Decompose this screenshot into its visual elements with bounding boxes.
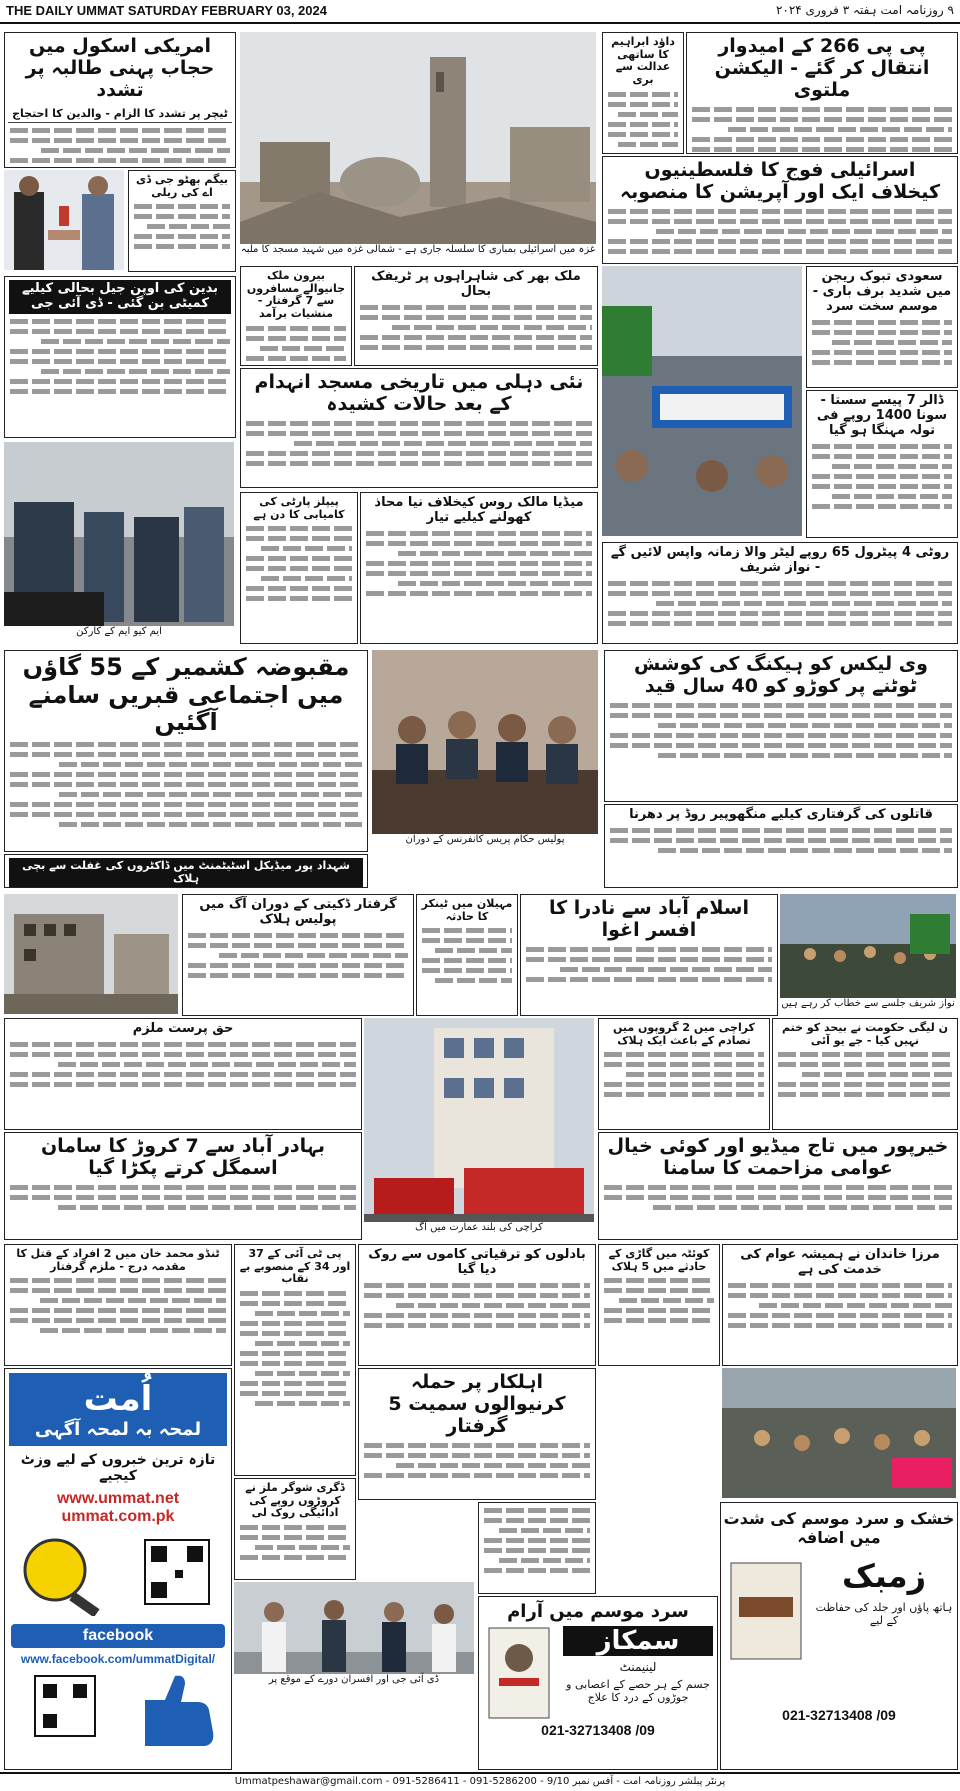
headline: ڈگری شوگر ملز نے کروڑوں روپے کی ادائیگی روک لی <box>245 1481 345 1520</box>
headline: کراچی میں 2 گروپوں میں تصادم کے باعث ایک ہلاک <box>613 1021 755 1047</box>
story-pdp <box>234 1244 356 1476</box>
simkaz-product-image <box>479 1622 559 1722</box>
simkaz-sub: لینیمنٹ <box>619 1660 657 1674</box>
headline: ملک بھر کی شاہراہوں پر ٹریفک بحال <box>371 269 581 299</box>
story-strike <box>598 1018 770 1130</box>
headline: بیگم بھٹو جی ڈی اے کی ریلی <box>136 173 228 199</box>
headline: پی پی 266 کے امیدوار انتقال کر گئے - الیکشن ملتوی <box>714 35 930 101</box>
story-petrol <box>602 542 958 644</box>
headline: خیرپور میں تاج میڈیو اور کوئی خیال عوامی مزاحمت کا سامنا <box>607 1135 949 1179</box>
rally-crowd-photo <box>780 894 956 1014</box>
headline: بیرون ملک جانیوالے مسافروں سے 7 گرفتار - منشیات برآمد <box>246 269 346 320</box>
masthead <box>0 0 960 24</box>
headline: بادلوں کو ترقیاتی کاموں سے روک دیا گیا <box>368 1247 586 1277</box>
headline: قاتلوں کی گرفتاری کیلیے منگھوپیر روڈ پر دھرنا <box>629 807 933 822</box>
photo-crowd-bottom <box>722 1368 956 1498</box>
ummat-logo-box <box>9 1373 227 1446</box>
ummat-logo: اُمت <box>83 1379 153 1419</box>
photo-officials <box>234 1582 474 1690</box>
gaza-rubble-photo <box>240 32 596 260</box>
story-dollar <box>806 390 958 538</box>
story-thieves <box>604 804 958 888</box>
story-tanker <box>416 894 518 1016</box>
photo-handshake <box>4 170 124 270</box>
protest-banner-photo <box>602 266 802 536</box>
story-torture <box>4 1244 232 1366</box>
story-hijab <box>4 32 236 168</box>
headline: وی لیکس کو ہیکنگ کی کوشش ٹوٹنے پر کوڑو کو 40 سال قید <box>634 653 928 697</box>
headline: روٹی 4 پیٹرول 65 روپے لیٹر والا زمانہ واپس لائیں گے - نواز شریف <box>610 545 950 575</box>
story-opinion <box>772 1018 958 1130</box>
headline: پیپلز پارٹی کی کامیابی کا دن ہے <box>253 495 345 521</box>
story-accident <box>598 1244 720 1366</box>
simkaz-phone: 021-32713408 /09 <box>541 1722 655 1738</box>
story-mirza <box>722 1244 958 1366</box>
headline: گرفتار ڈکیتی کے دوران آگ میں پولیس ہلاک <box>199 897 397 927</box>
ummat-url-2[interactable]: ummat.com.pk <box>61 1508 175 1525</box>
story-police <box>182 894 414 1016</box>
photo-ruined-building <box>4 894 178 1014</box>
headline: مرزا خاندان نے ہمیشہ عوام کی خدمت کی ہے <box>740 1247 940 1277</box>
story-pti <box>240 492 358 644</box>
story-university <box>602 32 684 154</box>
story-hathi <box>358 1368 596 1500</box>
facebook-url[interactable]: www.facebook.com/ummatDigital/ <box>20 1652 216 1666</box>
simkaz-text: جسم کے ہر حصے کے اعصابی و جوڑوں کے درد کا علاج <box>566 1678 710 1704</box>
photo-press-conference <box>372 650 598 850</box>
headline: مقبوضہ کشمیر کے 55 گاؤں میں اجتماعی قبریں سامنے آگئیں <box>22 653 350 737</box>
photo-caption: کراچی کی بلند عمارت میں آگ <box>364 1222 594 1238</box>
headline: میڈیا مالک روس کیخلاف نیا محاذ کھولنے کیلیے تیار <box>374 495 584 525</box>
story-islamabad <box>520 894 778 1016</box>
story-travel <box>354 266 598 366</box>
story-delhi <box>240 368 598 488</box>
story-doctors <box>4 854 368 888</box>
photo-protest-banner <box>602 266 802 536</box>
photo-gaza-rubble <box>240 32 596 260</box>
story-bahadur <box>4 1132 362 1240</box>
headline: نئی دہلی میں تاریخی مسجد انہدام کے بعد حالات کشیدہ <box>254 371 584 415</box>
masthead-urdu: ۹ روزنامہ امت ہفتہ ۳ فروری ۲۰۲۴ <box>775 3 954 17</box>
story-vlex <box>604 650 958 802</box>
story-saudi <box>806 266 958 388</box>
story-dengue <box>234 1478 356 1580</box>
police-protest-photo <box>4 442 234 642</box>
ummat-url-1[interactable]: www.ummat.net <box>56 1490 180 1507</box>
headline: بہادر آباد سے 7 کروڑ کا سامان اسمگل کرتے پکڑا گیا <box>40 1135 326 1179</box>
headline: شہداد پور میڈیکل اسٹیٹمنٹ میں ڈاکٹروں کی غفلت سے بچی ہلاک <box>9 858 363 887</box>
story-bhoj <box>240 266 352 366</box>
simkaz-headline: سرد موسم میں آرام <box>507 1601 689 1622</box>
zambak-brand: زمبک <box>841 1557 927 1595</box>
masthead-english: THE DAILY UMMAT SATURDAY FEBRUARY 03, 2024 <box>6 3 327 18</box>
crowd-bottom-photo <box>722 1368 956 1498</box>
headline: اسلام آباد سے نادرا کا افسر اغوا <box>548 897 749 941</box>
zambak-headline: خشک و سرد موسم کی شدت میں اضافہ <box>723 1509 955 1547</box>
headline: پی ٹی آئی کے 37 اور 34 کے منصوبے بے نقاب <box>239 1247 351 1286</box>
headline: کوئٹہ میں گاڑی کے حادثے میں 5 ہلاک <box>608 1247 710 1273</box>
photo-fire-building <box>364 1018 594 1238</box>
story-israel <box>602 156 958 264</box>
ad-simkaz <box>478 1596 718 1770</box>
handshake-photo <box>4 170 124 270</box>
ad-zambak <box>720 1502 958 1770</box>
subheadline: ٹیچر پر تشدد کا الزام - والدین کا احتجاج <box>8 105 232 123</box>
headline: ن لیگی حکومت نے بیحد کو ختم نہیں کیا - جے یو آئی <box>781 1021 948 1047</box>
facebook-label[interactable]: facebook <box>11 1624 225 1648</box>
story-media <box>360 492 598 644</box>
photo-rally-crowd <box>780 894 956 1014</box>
fire-building-photo <box>364 1018 594 1238</box>
story-khairpur <box>598 1132 958 1240</box>
photo-caption: ڈی آئی جی اور افسران دورے کے موقع پر <box>234 1674 474 1690</box>
headline: مہیلان میں ٹینکر کا حادثہ <box>421 897 513 923</box>
headline: امریکی اسکول میں حجاب پہنی طالبہ پر تشدد <box>25 35 215 101</box>
story-filler <box>478 1502 596 1594</box>
photo-caption: غزہ میں اسرائیلی بمباری کا سلسلہ جاری ہے - شمالی غزہ میں شہید مسجد کا ملبہ <box>240 244 596 260</box>
headline: اسرائیلی فوج کا فلسطینیوں کیخلاف ایک اور آپریشن کا منصوبہ <box>619 159 941 203</box>
photo-caption: ایم کیو ایم کے کارکن <box>4 626 234 642</box>
story-mass-graves <box>4 650 368 852</box>
press-conference-photo <box>372 650 598 850</box>
headline: حق پرست ملزم <box>132 1021 234 1036</box>
simkaz-brand: سمکاز <box>563 1626 713 1656</box>
ummat-tagline: لمحہ بہ لمحہ آگہی <box>34 1419 202 1440</box>
photo-police-protest <box>4 442 234 642</box>
photo-caption: نواز شریف جلسے سے خطاب کر رہے ہیں <box>780 998 956 1014</box>
headline: ٹنڈو محمد خان میں 2 افراد کے قتل کا مقدمہ درج - ملزم گرفتار <box>16 1247 220 1273</box>
thumbs-up-icon <box>5 1666 231 1756</box>
magnifier-qr-graphic <box>5 1526 231 1616</box>
zambak-text: ہاتھ پاؤں اور جلد کی حفاظت کے لیے <box>815 1601 953 1627</box>
headline: داؤد ابراہیم کا ساتھی عدالت سے بری <box>611 35 675 86</box>
ruined-building-photo <box>4 894 178 1014</box>
story-kp <box>4 276 236 438</box>
headline: ڈالر 7 پیسے سستا - سونا 1400 روپے فی تولہ مہنگا ہو گیا <box>816 393 948 438</box>
headline: سعودی تبوک ریجن میں شدید برف باری - موسم سخت سرد <box>812 269 952 314</box>
story-rally-small <box>128 170 236 272</box>
story-haq <box>4 1018 362 1130</box>
ummat-visit-line: تازہ ترین خبروں کے لیے وزٹ کیجیے <box>20 1452 216 1484</box>
headline: اہلکار پر حملہ کرنیوالوں سمیت 5 گرفتار <box>388 1371 566 1437</box>
zambak-product-image <box>721 1557 811 1667</box>
photo-caption: پولیس حکام پریس کانفرنس کے دوران <box>372 834 598 850</box>
headline: بدین کی اوپن جیل بحالی کیلیے کمیٹی بن گئی - ڈی آئی جی <box>9 280 231 314</box>
story-ppp <box>686 32 958 154</box>
zambak-phone: 021-32713408 /09 <box>782 1707 896 1723</box>
story-nepra <box>358 1244 596 1366</box>
ad-ummat <box>4 1368 232 1770</box>
footer-imprint: پرنٹر پبلشر روزنامہ امت - آفس نمبر 9/10 - Ummatpeshawar@gmail.com - 091-5286411 - 091-5286200 <box>0 1772 960 1791</box>
